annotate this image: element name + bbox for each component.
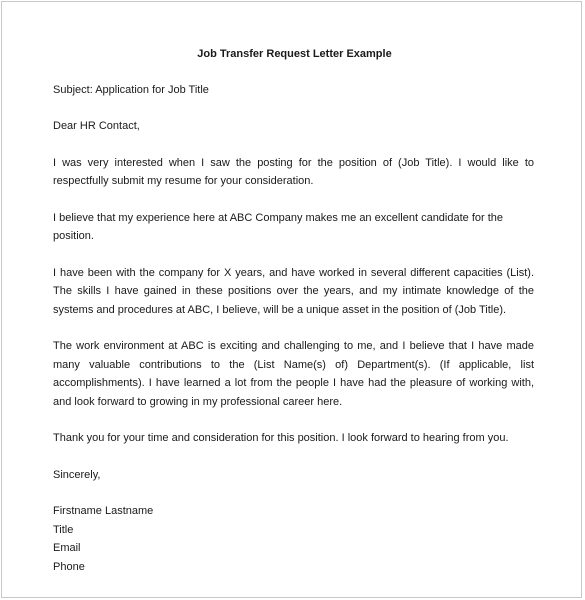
paragraph-skills: I have been with the company for X years, and have worked in several different capacities (List). The skills I have gained in these positions over the years, and my intimate knowledge of the systems and procedures at ABC, I believe, will be a unique asset in the position of (Job Title). — [53, 266, 534, 316]
letter-subject: Subject: Application for Job Title — [53, 83, 209, 96]
letter-title: Job Transfer Request Letter Example — [197, 48, 392, 60]
letter-salutation: Dear HR Contact, — [53, 120, 140, 132]
letter-closing: Sincerely, — [53, 468, 101, 481]
signature-title: Title — [53, 523, 74, 536]
paragraph-experience: I believe that my experience here at ABC Company makes me an excellent candidate for the position. — [53, 211, 504, 242]
paragraph-interest: I was very interested when I saw the posting for the position of (Job Title). I would like to respectfully submit my resume for your consideration. — [53, 156, 534, 187]
paragraph-thanks: Thank you for your time and consideration for this position. I look forward to hearing from you. — [53, 432, 509, 444]
signature-block — [53, 502, 534, 576]
signature-phone: Phone — [53, 560, 85, 573]
letter-page — [1, 1, 582, 598]
signature-email: Email — [53, 542, 81, 554]
letter-body — [53, 45, 534, 576]
signature-name: Firstname Lastname — [53, 505, 154, 517]
paragraph-environment: The work environment at ABC is exciting and challenging to me, and I believe that I have made many valuable contributions to the (List Name(s) of) Department(s). (If applicable, list accomplishments). I have learned a lot from the people I have had the pleasure of working with, and look forward to growing in my professional career here. — [53, 340, 534, 408]
